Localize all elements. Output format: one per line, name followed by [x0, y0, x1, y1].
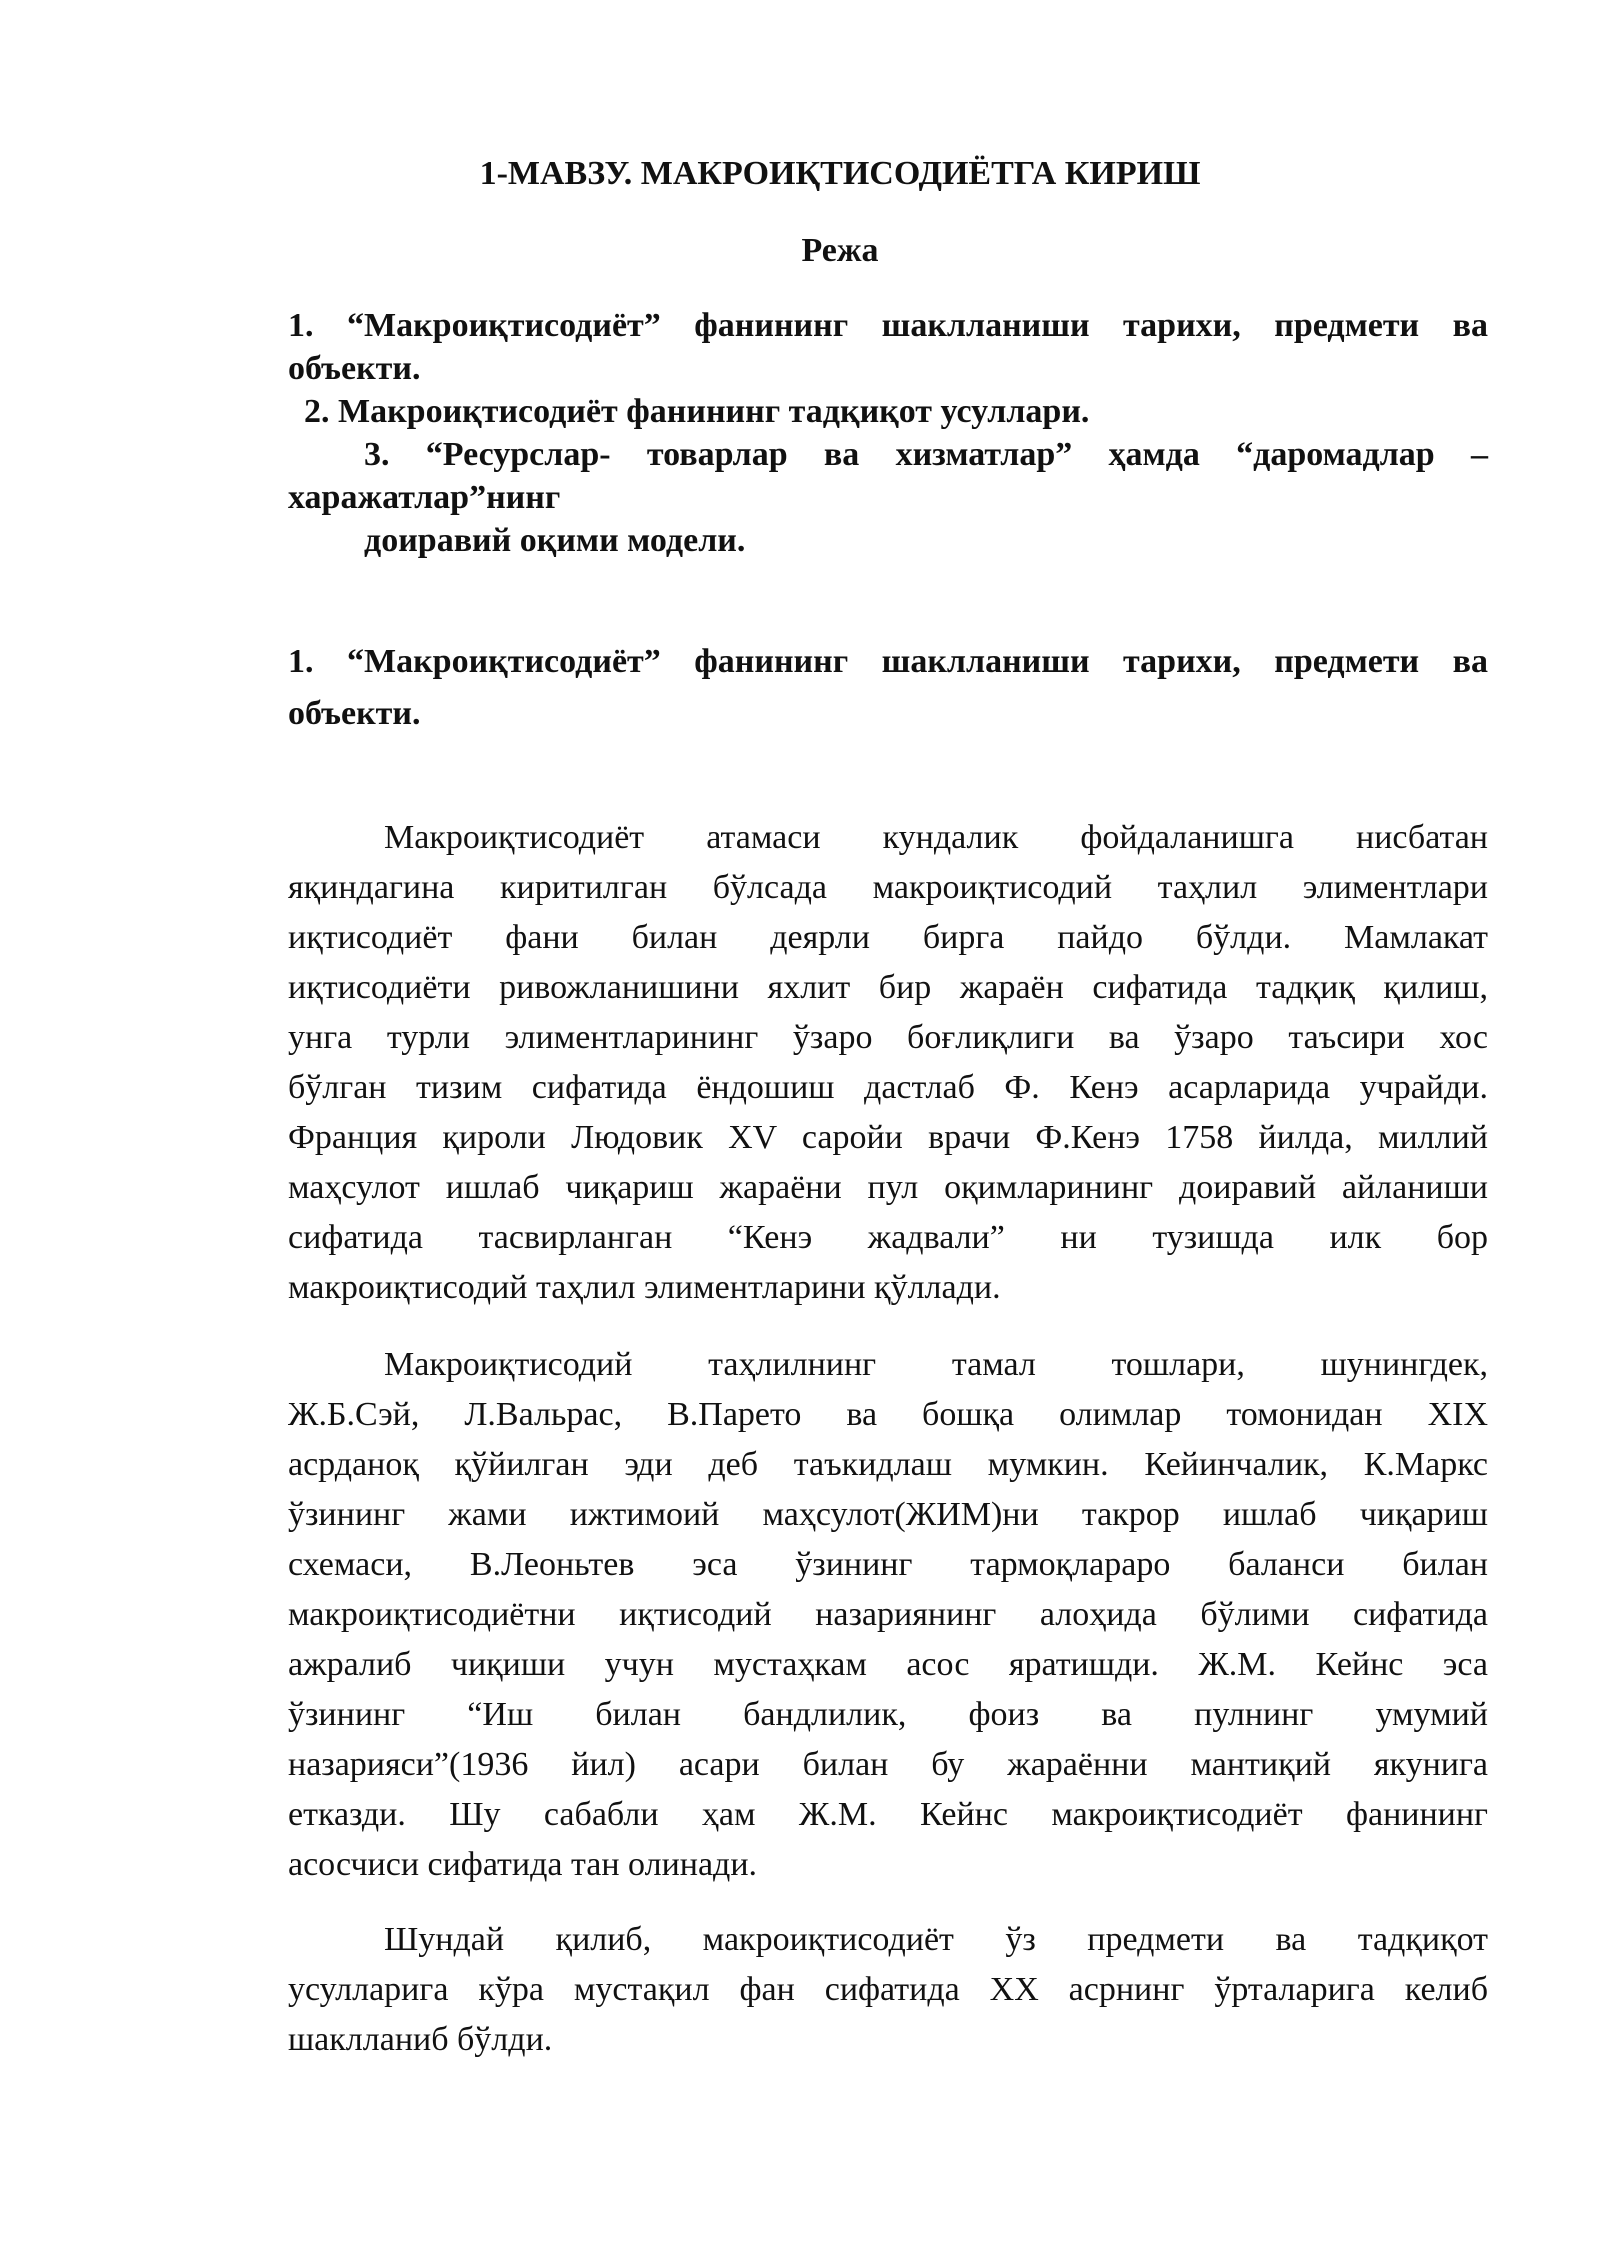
plan-heading: Режа: [801, 232, 879, 269]
paragraph-line: макроиқтисодий таҳлил элиментларини қўллади.: [288, 1269, 1001, 1306]
plan-list: [288, 304, 1488, 562]
paragraph-line: яқиндагина киритилган бўлсада макроиқтисодий таҳлил элиментлари: [288, 869, 1488, 906]
paragraph-line: Макроиқтисодиёт атамаси кундалик фойдаланишга нисбатан: [384, 819, 1488, 856]
paragraph-line: ўзининг “Иш билан бандлилик, фоиз ва пулнинг умумий: [288, 1696, 1488, 1733]
paragraph-line: асосчиси сифатида тан олинади.: [288, 1846, 758, 1883]
paragraph-line: асрданоқ қўйилган эди деб таъкидлаш мумкин. Кейинчалик, К.Маркс: [288, 1446, 1488, 1483]
paragraph-line: Макроиқтисодий таҳлилнинг тамал тошлари, шунингдек,: [384, 1346, 1488, 1383]
paragraph-line: ўзининг жами ижтимоий маҳсулот(ЖИМ)ни такрор ишлаб чиқариш: [288, 1496, 1488, 1533]
paragraph-line: схемаси, В.Леоньтев эса ўзининг тармоқлараро баланси билан: [288, 1546, 1488, 1583]
paragraph-line: усулларига кўра мустақил фан сифатида XX асрнинг ўрталарига келиб: [288, 1971, 1488, 2008]
paragraph-1: [288, 813, 1488, 1313]
paragraph-line: шаклланиб бўлди.: [288, 2021, 553, 2058]
section-heading: [288, 636, 1488, 740]
paragraph-line: унга турли элиментларининг ўзаро боғлиқлиги ва ўзаро таъсири хос: [288, 1019, 1488, 1056]
paragraph-line: макроиқтисодиётни иқтисодий назариянинг алоҳида бўлими сифатида: [288, 1596, 1488, 1633]
paragraph-line: Франция қироли Людовик XV саройи врачи Ф.Кенэ 1758 йилда, миллий: [288, 1119, 1488, 1156]
paragraph-line: иқтисодиёти ривожланишини яхлит бир жараён сифатида тадқиқ қилиш,: [288, 969, 1488, 1006]
paragraph-line: иқтисодиёт фани билан деярли бирга пайдо бўлди. Мамлакат: [288, 919, 1488, 956]
plan-item-1: 1. “Макроиқтисодиёт” фанининг шаклланиши тарихи, предмети ва: [288, 307, 1488, 344]
paragraph-line: сифатида тасвирланган “Кенэ жадвали” ни тузишда илк бор: [288, 1219, 1488, 1256]
paragraph-line: ажралиб чиқиши учун мустаҳкам асос яратишди. Ж.М. Кейнс эса: [288, 1646, 1488, 1683]
plan-item-1-continued: объекти.: [288, 350, 421, 387]
plan-item-2: 2. Макроиқтисодиёт фанининг тадқиқот усуллари.: [304, 393, 1090, 430]
paragraph-3: [288, 1915, 1488, 2065]
section-heading-line: объекти.: [288, 695, 421, 732]
plan-item-3-end: доиравий оқими модели.: [364, 522, 746, 559]
document-title: 1-МАВЗУ. МАКРОИҚТИСОДИЁТГА КИРИШ: [479, 155, 1201, 192]
paragraph-line: Ж.Б.Сэй, Л.Вальрас, В.Парето ва бошқа олимлар томонидан XIX: [288, 1396, 1488, 1433]
paragraph-line: Шундай қилиб, макроиқтисодиёт ўз предмети ва тадқиқот: [384, 1921, 1488, 1958]
paragraph-line: бўлган тизим сифатида ёндошиш дастлаб Ф. Кенэ асарларида учрайди.: [288, 1069, 1488, 1106]
paragraph-2: [288, 1340, 1488, 1890]
paragraph-line: етказди. Шу сабабли ҳам Ж.М. Кейнс макроиқтисодиёт фанининг: [288, 1796, 1488, 1833]
paragraph-line: маҳсулот ишлаб чиқариш жараёни пул оқимларининг доиравий айланиши: [288, 1169, 1488, 1206]
plan-item-3: 3. “Ресурслар- товарлар ва хизматлар” ҳамда “даромадлар –: [364, 436, 1488, 473]
paragraph-line: назарияси”(1936 йил) асари билан бу жараённи мантиқий якунига: [288, 1746, 1488, 1783]
plan-item-3-continued: харажатлар”нинг: [288, 479, 561, 516]
section-heading-line: 1. “Макроиқтисодиёт” фанининг шаклланиши тарихи, предмети ва: [288, 643, 1488, 680]
